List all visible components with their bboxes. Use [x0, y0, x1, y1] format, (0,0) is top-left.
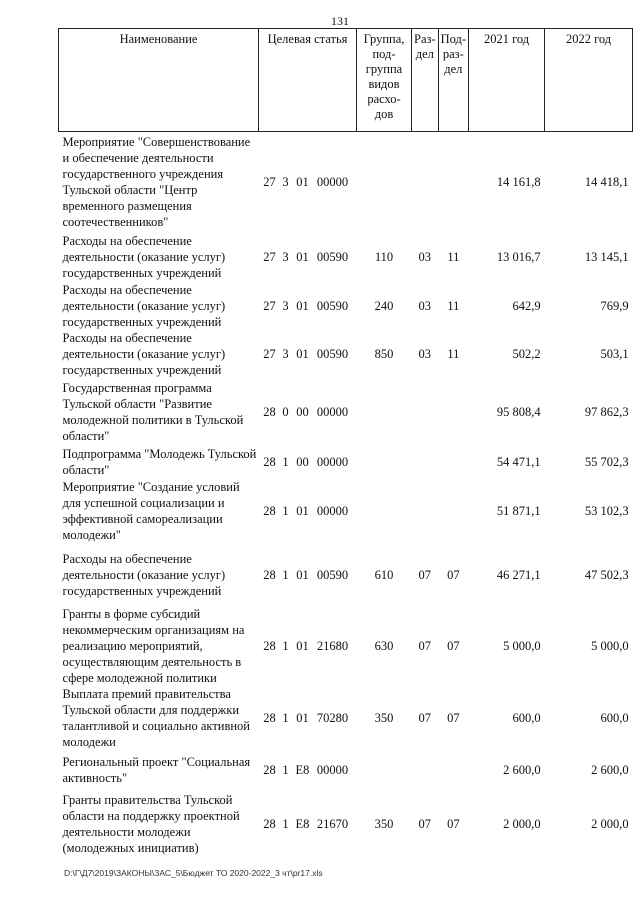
target-code-part: 70280	[316, 710, 349, 725]
target-code-part: 1	[282, 567, 289, 582]
table-row	[59, 330, 633, 378]
target-code-part: 28	[263, 503, 276, 518]
row-subsection: 07	[447, 638, 460, 653]
target-code-part: 28	[263, 762, 276, 777]
row-section: 03	[418, 346, 432, 361]
target-code-part: 00000	[316, 454, 349, 469]
target-code-part: 00000	[316, 174, 349, 189]
row-2022: 2 600,0	[591, 762, 629, 777]
row-target-code	[259, 378, 357, 446]
row-2022: 769,9	[600, 298, 629, 313]
row-2022: 53 102,3	[584, 503, 629, 518]
row-group	[357, 378, 412, 446]
target-code-part: 01	[296, 174, 309, 189]
table-row	[59, 378, 633, 446]
target-code-part: 27	[263, 174, 276, 189]
row-2021: 95 808,4	[496, 404, 541, 419]
row-target-code	[259, 790, 357, 858]
row-group: 110	[374, 249, 394, 264]
row-group: 350	[374, 710, 394, 725]
row-subsection	[438, 750, 468, 790]
target-code-part: 00590	[316, 298, 349, 313]
row-target-code	[259, 232, 357, 282]
row-2022: 97 862,3	[584, 404, 629, 419]
row-section	[412, 378, 439, 446]
header-2022: 2022 год	[545, 29, 633, 132]
target-code-part: 3	[282, 298, 289, 313]
target-code-part: 3	[282, 174, 289, 189]
row-subsection: 07	[447, 567, 460, 582]
row-name: Расходы на обеспечение деятельности (оказание услуг) государственных учреждений	[62, 233, 226, 280]
row-group: 240	[374, 298, 394, 313]
target-code-part: 00590	[316, 567, 349, 582]
row-2021: 46 271,1	[496, 567, 541, 582]
target-code-part: 28	[263, 567, 276, 582]
header-section: Раз-дел	[412, 29, 439, 132]
row-section: 03	[418, 249, 432, 264]
row-name: Гранты правительства Тульской области на поддержку проектной деятельности молодежи (молодежных инициатив)	[62, 792, 240, 855]
header-group: Группа, под-группа видов расхо-дов	[357, 29, 412, 132]
target-code-part: 27	[263, 298, 276, 313]
target-code-part: 21670	[316, 816, 349, 831]
row-name: Государственная программа Тульской области "Развитие молодежной политики в Тульской области"	[62, 380, 244, 443]
row-subsection: 11	[447, 249, 460, 264]
row-2022: 503,1	[600, 346, 629, 361]
row-group	[357, 132, 412, 232]
target-code-part: 1	[282, 816, 289, 831]
row-subsection: 07	[447, 710, 460, 725]
row-subsection	[438, 478, 468, 544]
target-code-part: 00	[296, 404, 309, 419]
page-number: 131	[331, 14, 349, 28]
row-2022: 5 000,0	[591, 638, 629, 653]
row-group: 610	[374, 567, 394, 582]
row-subsection	[438, 132, 468, 232]
row-section	[412, 478, 439, 544]
row-target-code	[259, 132, 357, 232]
target-code-part: 28	[263, 404, 276, 419]
row-section: 07	[418, 567, 432, 582]
target-code-part: 27	[263, 346, 276, 361]
row-name: Расходы на обеспечение деятельности (оказание услуг) государственных учреждений	[62, 551, 226, 598]
target-code-part: 1	[282, 454, 289, 469]
target-code-part: 28	[263, 638, 276, 653]
row-target-code	[259, 446, 357, 478]
row-2021: 54 471,1	[496, 454, 541, 469]
target-code-part: 00590	[316, 249, 349, 264]
row-section	[412, 446, 439, 478]
header-2021: 2021 год	[469, 29, 545, 132]
file-path-footer: D:\Г\Д7\2019\ЗАКОНЫ\ЗАС_5\Бюджет ТО 2020-2022_3 чт\pr17.xls	[64, 868, 323, 878]
target-code-part: 01	[296, 567, 309, 582]
row-subsection: 11	[447, 298, 460, 313]
row-section: 07	[418, 816, 432, 831]
header-subsection: Под-раз-дел	[438, 29, 468, 132]
target-code-part: 00000	[316, 762, 349, 777]
row-section	[412, 132, 439, 232]
row-2022: 14 418,1	[584, 174, 629, 189]
row-name: Региональный проект "Социальная активность"	[62, 754, 251, 785]
row-name: Подпрограмма "Молодежь Тульской области"	[62, 446, 257, 477]
target-code-part: 1	[282, 710, 289, 725]
table-row	[59, 750, 633, 790]
row-name: Расходы на обеспечение деятельности (оказание услуг) государственных учреждений	[62, 282, 226, 329]
row-2022: 47 502,3	[584, 567, 629, 582]
table-row	[59, 686, 633, 750]
table-row	[59, 790, 633, 858]
target-code-part: 00590	[316, 346, 349, 361]
row-subsection	[438, 446, 468, 478]
target-code-part: 00	[296, 454, 309, 469]
row-group	[357, 478, 412, 544]
target-code-part: 01	[296, 638, 309, 653]
target-code-part: 01	[296, 710, 309, 725]
table-row	[59, 232, 633, 282]
row-2022: 55 702,3	[584, 454, 629, 469]
row-subsection	[438, 378, 468, 446]
row-name: Гранты в форме субсидий некоммерческим организациям на реализацию мероприятий, осуществляющим деятельность в сфере молодежной политики	[62, 606, 245, 685]
target-code-part: 01	[296, 298, 309, 313]
row-2021: 51 871,1	[496, 503, 541, 518]
table-body	[59, 132, 633, 858]
row-target-code	[259, 686, 357, 750]
table-row	[59, 606, 633, 686]
target-code-part: 28	[263, 710, 276, 725]
target-code-part: E8	[295, 816, 310, 831]
row-2021: 2 600,0	[503, 762, 541, 777]
table-row	[59, 282, 633, 330]
table-header-row	[59, 29, 633, 132]
row-target-code	[259, 606, 357, 686]
target-code-part: 1	[282, 503, 289, 518]
target-code-part: 1	[282, 638, 289, 653]
table-row	[59, 446, 633, 478]
target-code-part: 01	[296, 249, 309, 264]
row-target-code	[259, 478, 357, 544]
target-code-part: 27	[263, 249, 276, 264]
row-2022: 2 000,0	[591, 816, 629, 831]
target-code-part: 28	[263, 816, 276, 831]
row-group: 850	[374, 346, 394, 361]
row-name: Мероприятие "Создание условий для успешной социализации и эффективной самореализации молодежи"	[62, 479, 240, 542]
row-2021: 600,0	[512, 710, 541, 725]
budget-table	[58, 28, 633, 858]
row-group	[357, 446, 412, 478]
row-2022: 600,0	[600, 710, 629, 725]
target-code-part: 01	[296, 503, 309, 518]
target-code-part: 3	[282, 249, 289, 264]
target-code-part: 21680	[316, 638, 349, 653]
header-name: Наименование	[59, 29, 259, 132]
target-code-part: 0	[282, 404, 289, 419]
target-code-part: 3	[282, 346, 289, 361]
row-name: Расходы на обеспечение деятельности (оказание услуг) государственных учреждений	[62, 330, 226, 377]
target-code-part: 00000	[316, 404, 349, 419]
row-section: 07	[418, 638, 432, 653]
row-section: 03	[418, 298, 432, 313]
row-group	[357, 750, 412, 790]
target-code-part: 1	[282, 762, 289, 777]
row-subsection: 11	[447, 346, 460, 361]
row-name: Мероприятие "Совершенствование и обеспечение деятельности государственного учреждения Тульской области "Центр временного размещения соотечественников"	[62, 134, 251, 229]
row-group: 630	[374, 638, 394, 653]
row-target-code	[259, 750, 357, 790]
table-row	[59, 478, 633, 544]
budget-document	[58, 28, 633, 858]
row-group: 350	[374, 816, 394, 831]
row-2021: 502,2	[512, 346, 541, 361]
row-2021: 5 000,0	[503, 638, 541, 653]
row-2021: 642,9	[512, 298, 541, 313]
row-target-code	[259, 544, 357, 606]
table-row	[59, 544, 633, 606]
target-code-part: 01	[296, 346, 309, 361]
row-target-code	[259, 330, 357, 378]
row-2021: 2 000,0	[503, 816, 541, 831]
row-name: Выплата премий правительства Тульской области для поддержки талантливой и социально активной молодежи	[62, 686, 250, 749]
target-code-part: 28	[263, 454, 276, 469]
row-2021: 13 016,7	[496, 249, 541, 264]
row-2022: 13 145,1	[584, 249, 629, 264]
row-2021: 14 161,8	[496, 174, 541, 189]
target-code-part: E8	[295, 762, 310, 777]
target-code-part: 00000	[316, 503, 349, 518]
row-section	[412, 750, 439, 790]
table-row	[59, 132, 633, 232]
row-subsection: 07	[447, 816, 460, 831]
row-target-code	[259, 282, 357, 330]
row-section: 07	[418, 710, 432, 725]
header-target: Целевая статья	[259, 29, 357, 132]
